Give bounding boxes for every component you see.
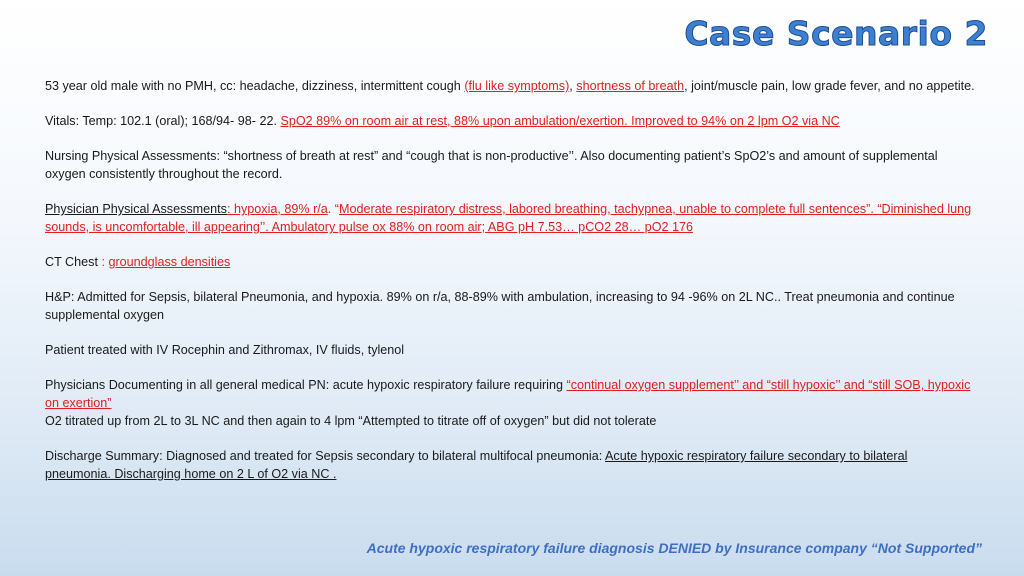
- hp-note: H&P: Admitted for Sepsis, bilateral Pneumonia, and hypoxia. 89% on r/a, 88-89% with ambulation, increasing to 94 -96% on 2L NC.. Treat pneumonia and continue supplemental oxygen: [45, 290, 955, 322]
- vitals-text: Vitals: Temp: 102.1 (oral); 168/94- 98- 22.: [45, 114, 281, 128]
- discharge-diagnosis: Acute hypoxic respiratory failure secondary to bilateral pneumonia. Discharging home on 2 L of O2 via NC .: [45, 449, 908, 481]
- discharge-text: Discharge Summary: Diagnosed and treated for Sepsis secondary to bilateral multifocal pneumonia:: [45, 449, 606, 463]
- slide-title: Case Scenario 2: [684, 14, 988, 53]
- history-text: 53 year old male with no PMH, cc: headache, dizziness, intermittent cough: [45, 79, 465, 93]
- hypoxia-highlight: : hypoxia, 89% r/a: [226, 202, 328, 216]
- case-content: [45, 77, 975, 500]
- sob-highlight: shortness of breath: [576, 79, 685, 93]
- physician-assessments-label: Physician Physical Assessments: [45, 202, 227, 216]
- ct-chest: [45, 253, 975, 271]
- denial-footer: Acute hypoxic respiratory failure diagnosis DENIED by Insurance company “Not Supported”: [366, 540, 982, 556]
- distress-highlight: Moderate respiratory distress, labored breathing, tachypnea, unable to complete full sentences”. “Diminished lung sounds, is uncomfortable, ill appearing’’. Ambulatory pulse ox 88% on room air; ABG pH 7.53… pCO2 28… pO2 176: [45, 202, 972, 234]
- physician-documenting: [45, 376, 975, 430]
- groundglass-highlight: groundglass densities: [108, 255, 231, 269]
- discharge-summary: [45, 447, 975, 483]
- nursing-assessments: Nursing Physical Assessments: “shortness of breath at rest” and “cough that is non-productive’’. Also documenting patient’s SpO2’s and amount of supplemental oxygen consistently throughout the record.: [45, 149, 938, 181]
- ct-chest-colon: :: [101, 255, 109, 269]
- history-sep: ,: [569, 79, 577, 93]
- ct-chest-label: CT Chest: [45, 255, 102, 269]
- patient-history: [45, 77, 975, 95]
- history-rest: , joint/muscle pain, low grade fever, and no appetite.: [684, 79, 975, 93]
- oxygen-quote-highlight: “continual oxygen supplement’’ and “still hypoxic’’ and “still SOB, hypoxic on exertion”: [45, 378, 971, 410]
- documenting-text: Physicians Documenting in all general medical PN: acute hypoxic respiratory failure requiring: [45, 378, 567, 392]
- flu-symptoms-highlight: (flu like symptoms): [464, 79, 570, 93]
- vitals: [45, 112, 975, 130]
- physician-sep: . “: [327, 202, 339, 216]
- spo2-highlight: SpO2 89% on room air at rest, 88% upon ambulation/exertion. Improved to 94% on 2 lpm O2 via NC: [280, 114, 840, 128]
- physician-assessments: [45, 200, 975, 236]
- o2-titration-text: O2 titrated up from 2L to 3L NC and then again to 4 lpm “Attempted to titrate off of oxygen” but did not tolerate: [45, 414, 657, 428]
- treatment: Patient treated with IV Rocephin and Zithromax, IV fluids, tylenol: [45, 343, 405, 357]
